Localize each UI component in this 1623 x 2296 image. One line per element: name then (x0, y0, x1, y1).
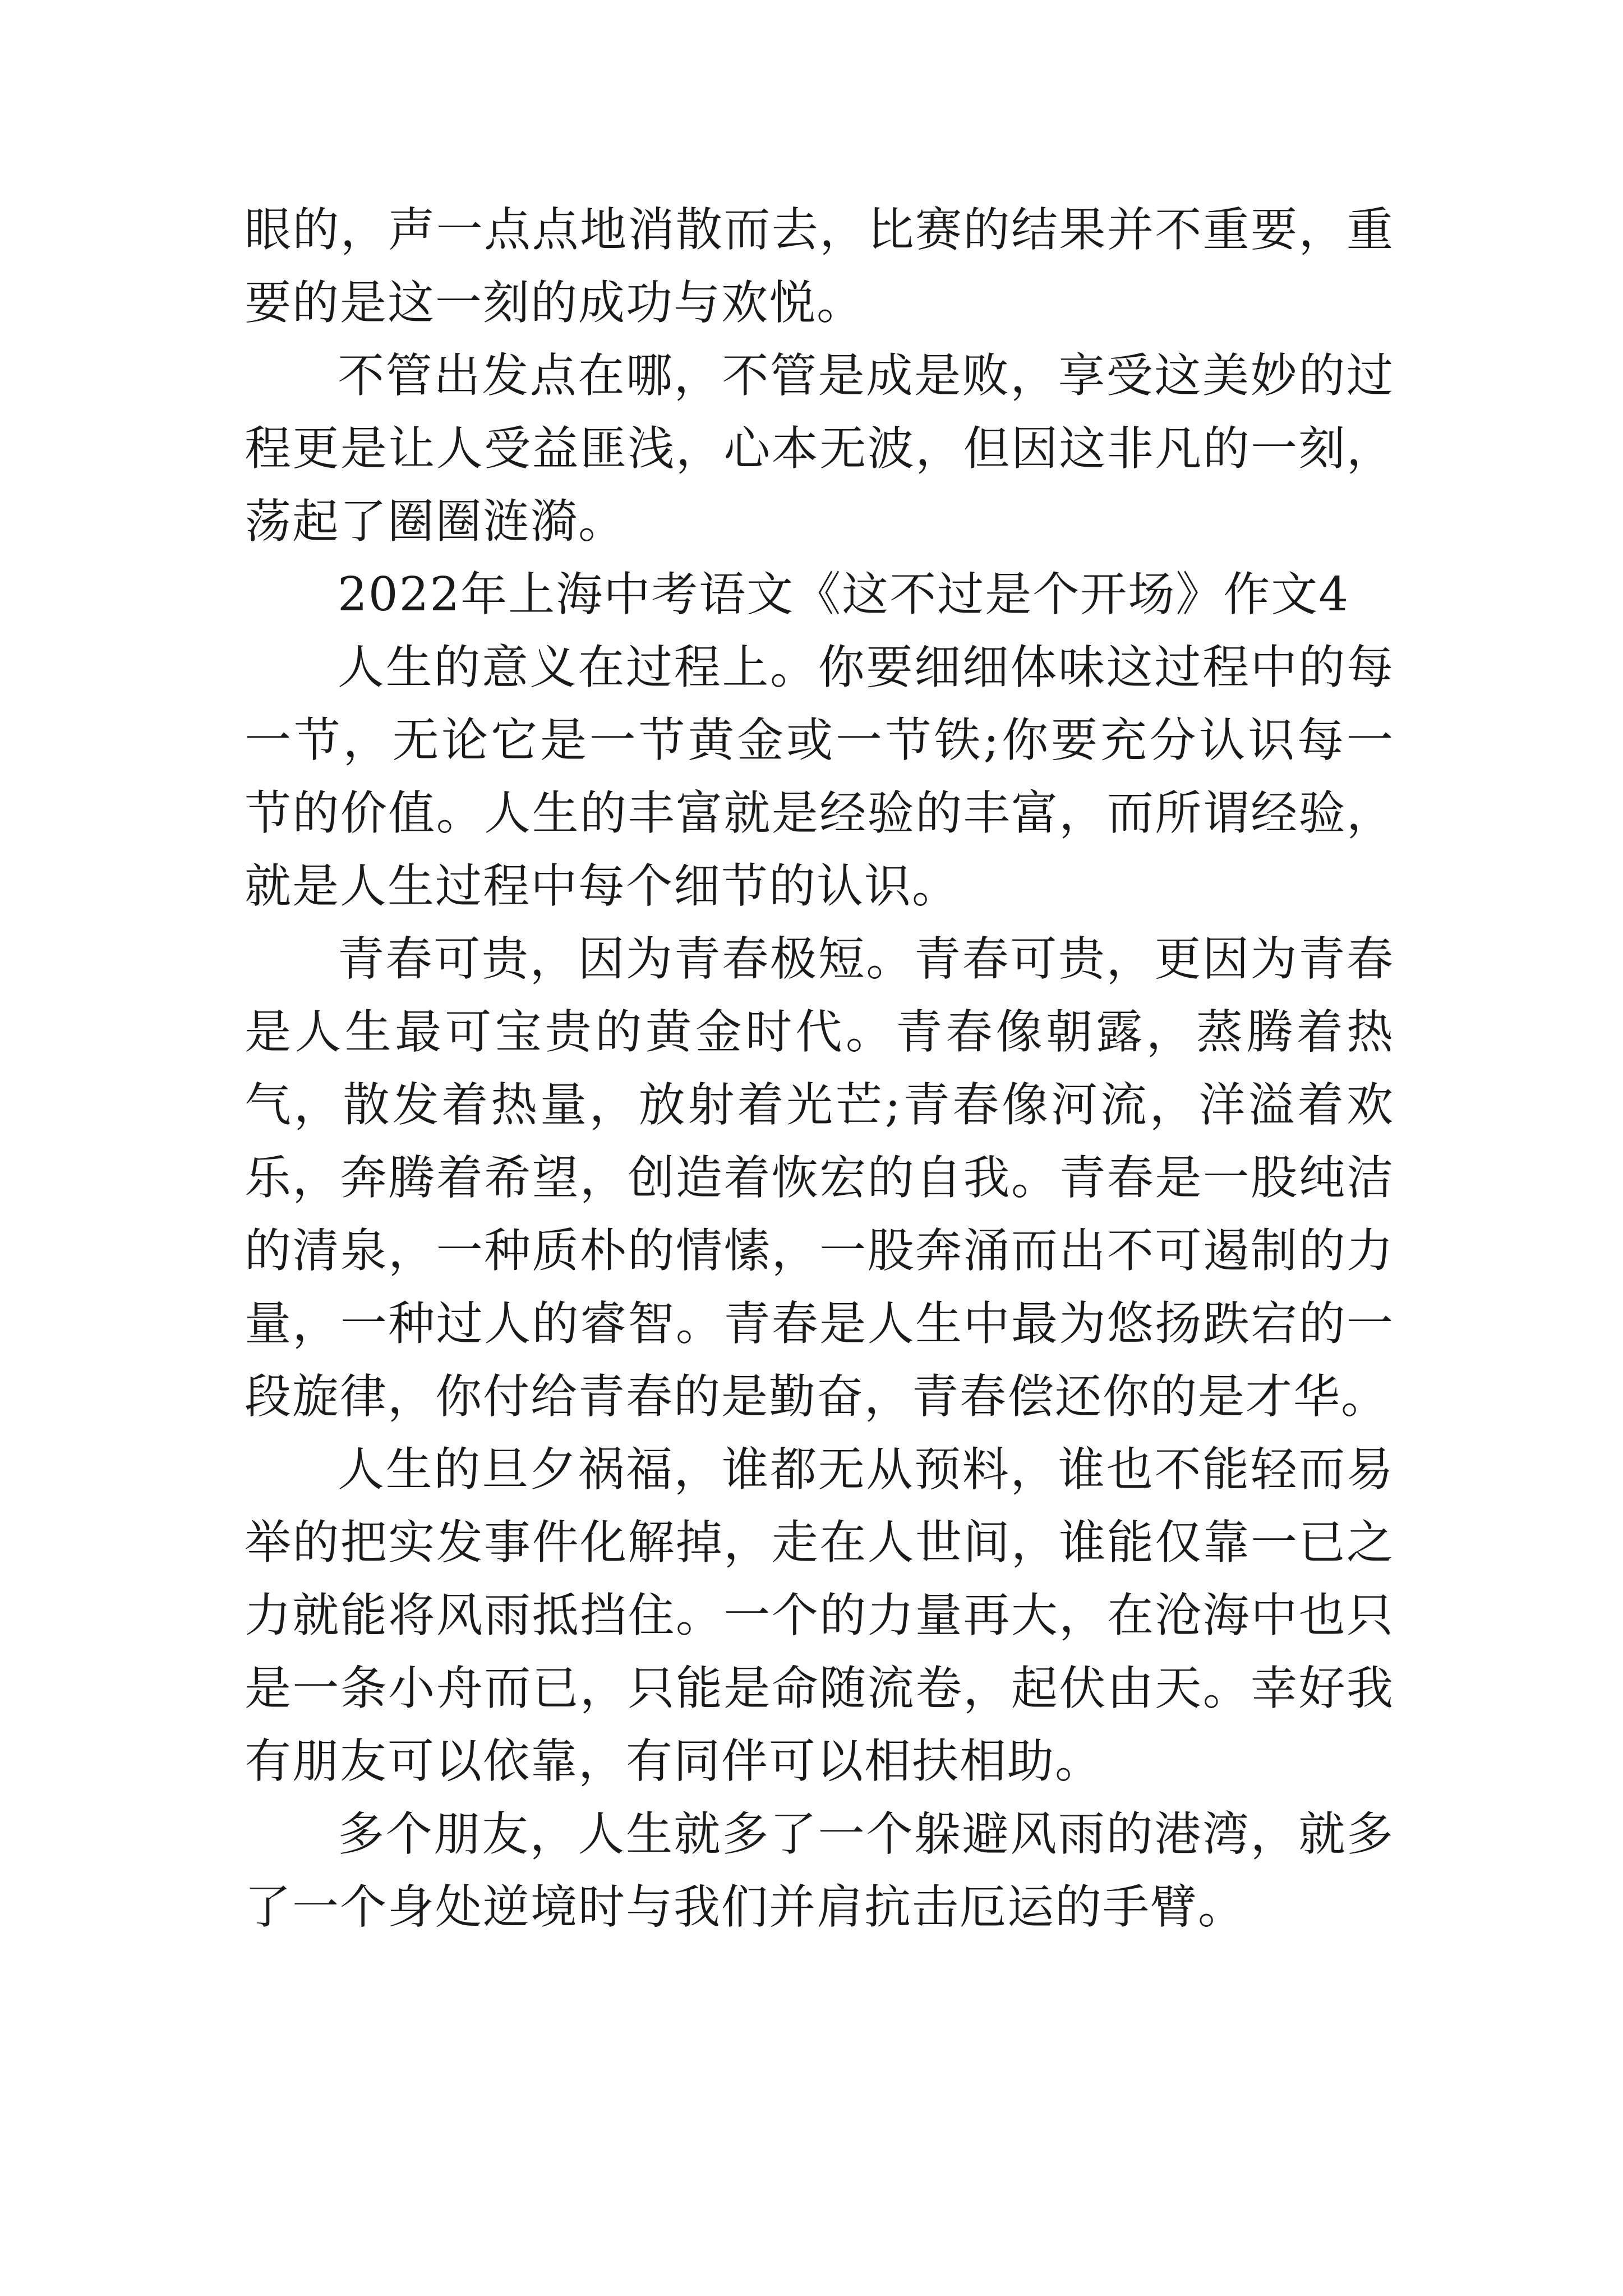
paragraph: 不管出发点在哪，不管是成是败，享受这美妙的过程更是让人受益匪浅，心本无波，但因这非凡的一刻，荡起了圈圈涟漪。 (245, 348, 1394, 549)
paragraph: 人生的意义在过程上。你要细细体味这过程中的每一节，无论它是一节黄金或一节铁;你要充分认识每一节的价值。人生的丰富就是经验的丰富，而所谓经验，就是人生过程中每个细节的认识。 (245, 640, 1394, 913)
paragraph: 人生的旦夕祸福，谁都无从预料，谁也不能轻而易举的把实发事件化解掉，走在人世间，谁能仅靠一已之力就能将风雨抵挡住。一个的力量再大，在沧海中也只是一条小舟而已，只能是命随流卷，起伏由天。幸好我有朋友可以依靠，有同伴可以相扶相助。 (245, 1442, 1394, 1788)
paragraph: 青春可贵，因为青春极短。青春可贵，更因为青春是人生最可宝贵的黄金时代。青春像朝露，蒸腾着热气，散发着热量，放射着光芒;青春像河流，洋溢着欢乐，奔腾着希望，创造着恢宏的自我。青春是一股纯洁的清泉，一种质朴的情愫，一股奔涌而出不可遏制的力量，一种过人的睿智。青春是人生中最为悠扬跌宕的一段旋律，你付给青春的是勤奋，青春偿还你的是才华。 (245, 932, 1394, 1424)
paragraph: 多个朋友，人生就多了一个躲避风雨的港湾，就多了一个身处逆境时与我们并肩抗击厄运的手臂。 (245, 1807, 1394, 1934)
document-body (245, 194, 1394, 1944)
essay-heading: 2022年上海中考语文《这不过是个开场》作文4 (338, 567, 1350, 622)
paragraph-continuation: 眼的，声一点点地消散而去，比赛的结果并不重要，重要的是这一刻的成功与欢悦。 (245, 203, 1394, 330)
